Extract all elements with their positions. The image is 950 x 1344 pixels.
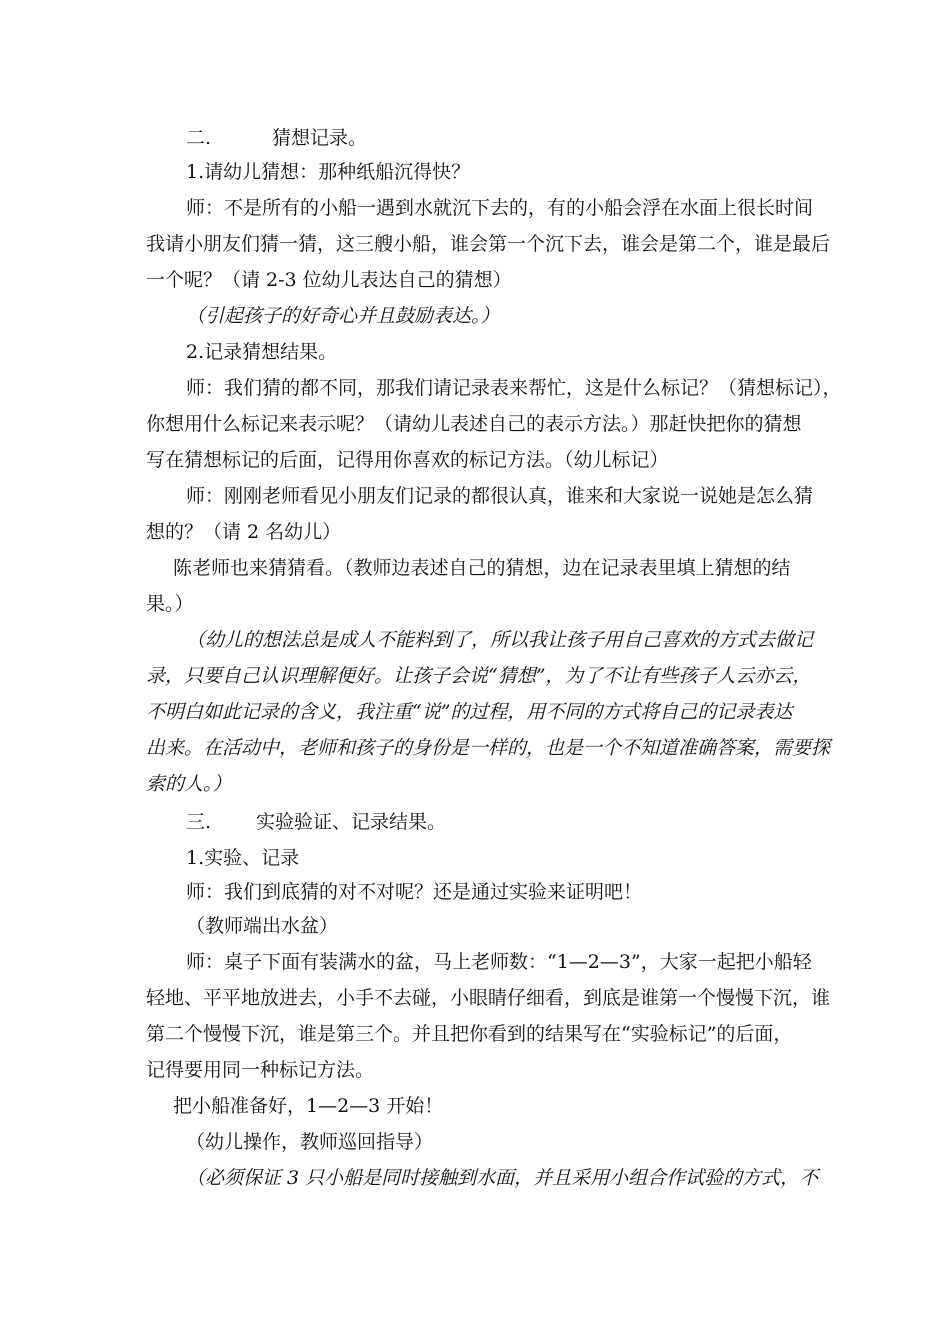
teaching-note-line: 录，只要自己认识理解便好。让孩子会说“猜想”，为了不让有些孩子人云亦云， xyxy=(146,665,812,687)
item-2-1: 1.请幼儿猜想：那种纸船沉得快？ xyxy=(186,161,471,183)
teaching-note: （引起孩子的好奇心并且鼓励表达。） xyxy=(186,305,500,327)
paragraph-line: 把小船准备好，1—2—3 开始！ xyxy=(173,1095,444,1117)
section-3-title: 实验验证、记录结果。 xyxy=(256,811,447,833)
paragraph-line: 师：我们猜的都不同，那我们请记录表来帮忙，这是什么标记？（猜想标记）， xyxy=(186,377,842,399)
teaching-note: （必须保证 3 只小船是同时接触到水面，并且采用小组合作试验的方式，不 xyxy=(186,1167,819,1189)
paragraph-line: 第二个慢慢下沉，谁是第三个。并且把你看到的结果写在“实验标记”的后面， xyxy=(146,1023,793,1045)
paragraph-line: （教师端出水盆） xyxy=(186,915,339,937)
paragraph-line: 陈老师也来猜猜看。（教师边表述自己的猜想，边在记录表里填上猜想的结 xyxy=(173,557,791,579)
section-2-heading xyxy=(186,126,367,150)
section-2-title: 猜想记录。 xyxy=(272,127,368,149)
item-3-1: 1.实验、记录 xyxy=(186,847,300,869)
paragraph-line: 你想用什么标记来表示呢？（请幼儿表述自己的表示方法。）那赶快把你的猜想 xyxy=(146,413,802,435)
paragraph-line: 写在猜想标记的后面，记得用你喜欢的标记方法。（幼儿标记） xyxy=(146,449,669,471)
paragraph-line: （幼儿操作，教师巡回指导） xyxy=(186,1131,434,1153)
paragraph-line: 师：桌子下面有装满水的盆，马上老师数：“1—2—3”，大家一起把小船轻 xyxy=(186,951,812,973)
teaching-note-line: （幼儿的想法总是成人不能料到了，所以我让孩子用自己喜欢的方式去做记 xyxy=(186,629,814,651)
item-2-2: 2.记录猜想结果。 xyxy=(186,341,338,363)
paragraph-line: 记得要用同一种标记方法。 xyxy=(146,1059,375,1081)
paragraph-line: 轻地、平平地放进去，小手不去碰，小眼睛仔细看，到底是谁第一个慢慢下沉，谁 xyxy=(146,987,831,1009)
paragraph-line: 一个呢？（请 2-3 位幼儿表达自己的猜想） xyxy=(146,269,512,291)
paragraph-line: 我请小朋友们猜一猜，这三艘小船，谁会第一个沉下去，谁会是第二个，谁是最后 xyxy=(146,233,831,255)
teaching-note-line: 索的人。） xyxy=(146,773,232,795)
teaching-note-line: 出来。在活动中，老师和孩子的身份是一样的，也是一个不知道准确答案，需要探 xyxy=(146,737,831,759)
section-3-number: 三. xyxy=(186,811,212,833)
paragraph-line: 果。） xyxy=(146,593,194,615)
section-2-number: 二. xyxy=(186,127,212,149)
paragraph-line: 师：我们到底猜的对不对呢？还是通过实验来证明吧！ xyxy=(186,881,643,903)
paragraph-line: 想的？（请 2 名幼儿） xyxy=(146,521,342,543)
section-3-heading xyxy=(186,810,446,834)
paragraph-line: 师：不是所有的小船一遇到水就沉下去的，有的小船会浮在水面上很长时间 xyxy=(186,197,814,219)
paragraph-line: 师：刚刚老师看见小朋友们记录的都很认真，谁来和大家说一说她是怎么猜 xyxy=(186,485,814,507)
teaching-note-line: 不明白如此记录的含义，我注重“说”的过程，用不同的方式将自己的记录表达 xyxy=(146,701,793,723)
